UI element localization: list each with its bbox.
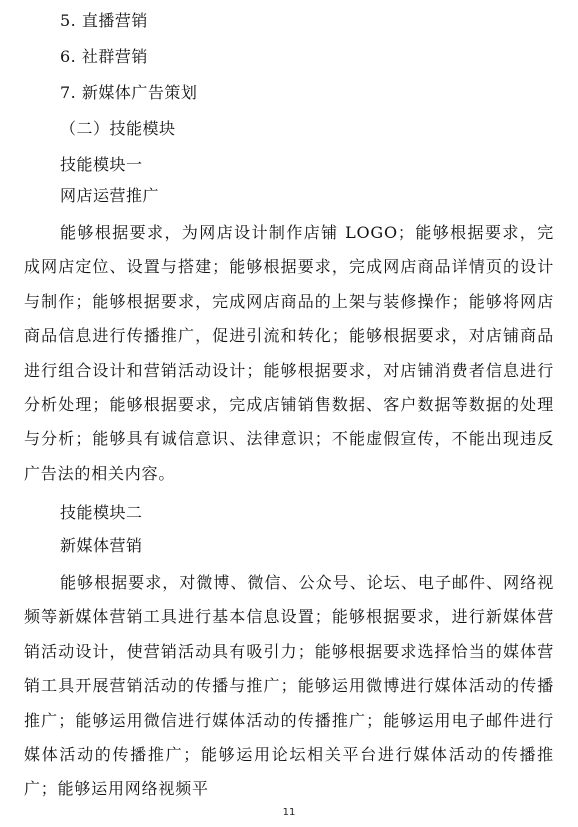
module-two-title: 新媒体营销 — [60, 536, 143, 555]
section-heading: （二）技能模块 — [60, 119, 176, 138]
module-one-body — [24, 216, 554, 491]
list-item-live-marketing: 5. 直播营销 — [60, 11, 148, 30]
page-number: 11 — [282, 807, 296, 818]
module-two-paragraph: 能够根据要求，对微博、微信、公众号、论坛、电子邮件、网络视频等新媒体营销工具进行基本信息设置；能够根据要求，进行新媒体营销活动设计，使营销活动具有吸引力；能够根据要求选择恰当的媒体营销工具开展营销活动的传播与推广；能够运用微博进行媒体活动的传播推广；能够运用微信进行媒体活动的传播推广；能够运用电子邮件进行媒体活动的传播推广；能够运用论坛相关平台进行媒体活动的传播推广；能够运用网络视频平 — [24, 573, 554, 799]
list-item-community-marketing: 6. 社群营销 — [60, 47, 148, 66]
module-one-paragraph: 能够根据要求，为网店设计制作店铺 LOGO；能够根据要求，完成网店定位、设置与搭建；能够根据要求，完成网店商品详情页的设计与制作；能够根据要求，完成网店商品的上架与装修操作；能够将网店商品信息进行传播推广，促进引流和转化；能够根据要求，对店铺商品进行组合设计和营销活动设计；能够根据要求，对店铺消费者信息进行分析处理；能够根据要求，完成店铺销售数据、客户数据等数据的处理与分析；能够具有诚信意识、法律意识；不能虚假宣传，不能出现违反广告法的相关内容。 — [24, 223, 554, 483]
module-two-label: 技能模块二 — [60, 503, 143, 522]
module-two-body — [24, 566, 554, 807]
module-one-title: 网店运营推广 — [60, 186, 160, 205]
list-item-new-media-ads: 7. 新媒体广告策划 — [60, 83, 198, 102]
module-one-label: 技能模块一 — [60, 155, 143, 174]
